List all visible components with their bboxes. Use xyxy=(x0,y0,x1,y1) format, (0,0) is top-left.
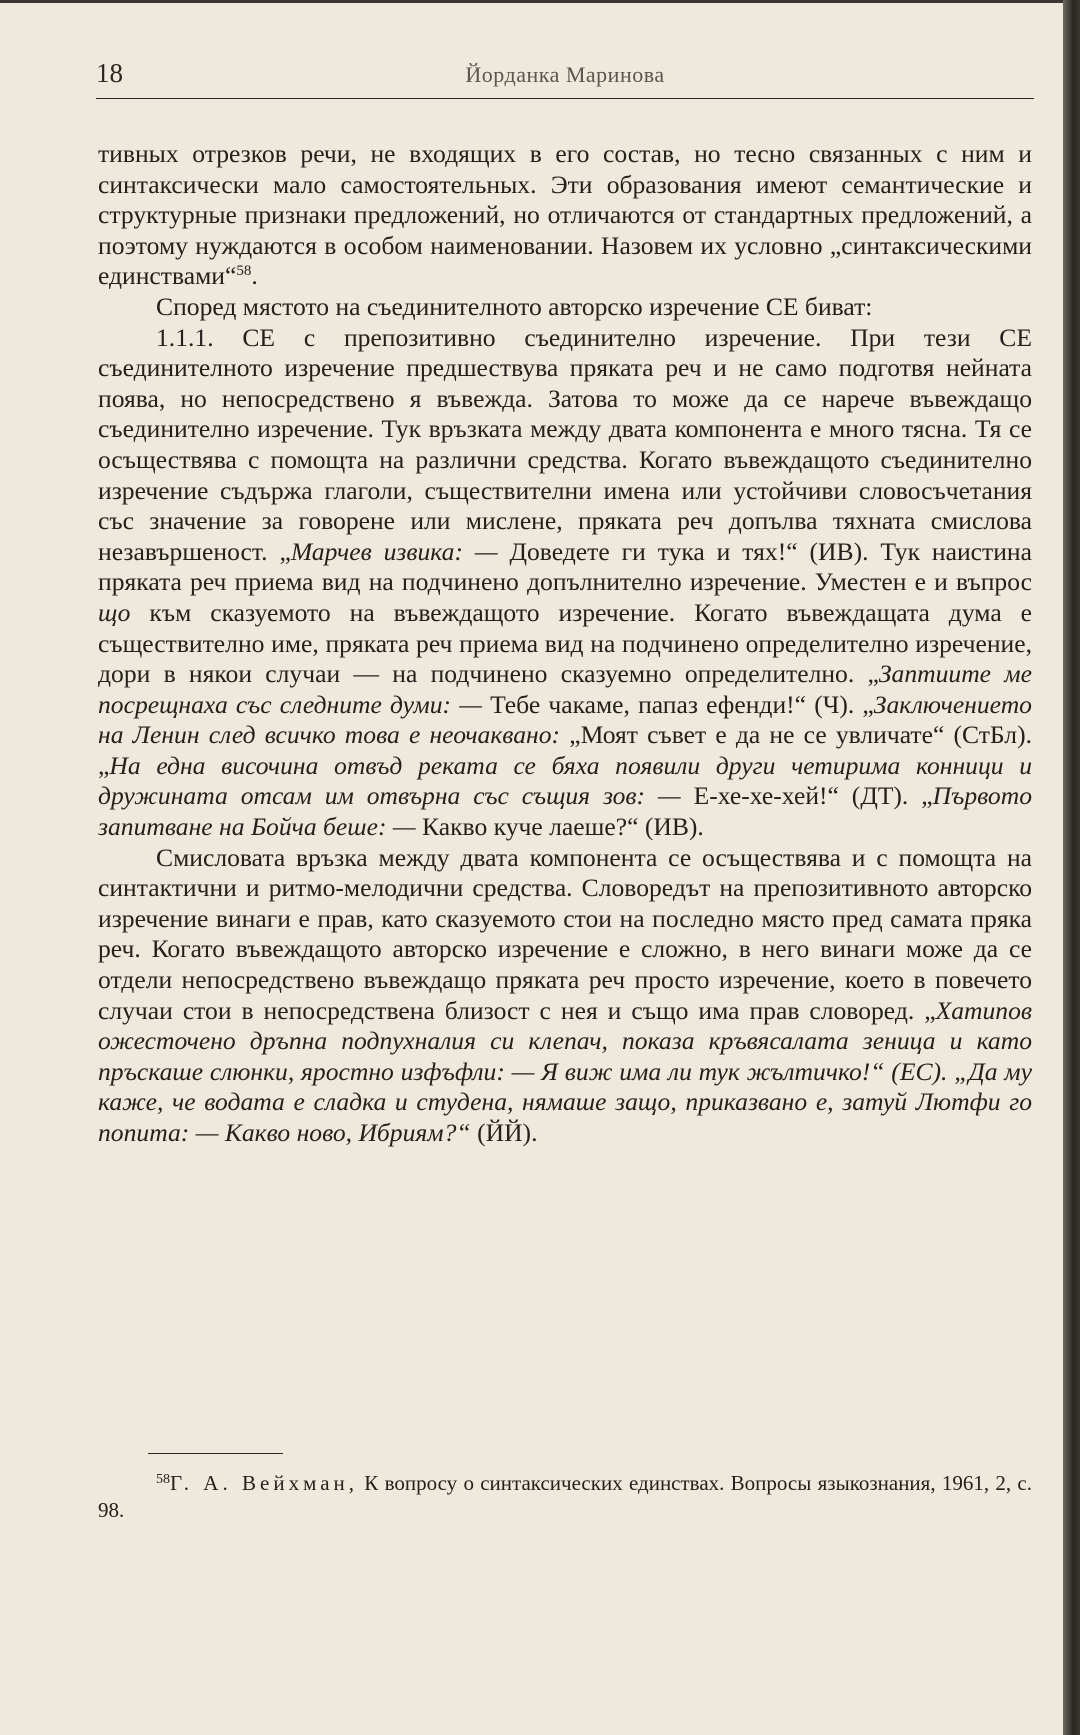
paragraph-text: Смисловата връзка между двата компонента се осъществява и с помощта на синтактични и ритмо-мелодични средства. Словоредът на препозитивното авторско изречение винаги е прав, като сказуемото стои на последно място пред самата пряка реч. Когато въвеждащото авторско изречение е сложно, в него винаги може да се отдели непосредствено въвеждащо пряката реч просто изречение, което в повечето случаи стои в непосредствена близост с нея и също има прав словоред. „ xyxy=(98,842,1032,1025)
footnote-ref: 58 xyxy=(236,263,252,280)
paragraph-text: Какво куче лаеше?“ (ИВ). xyxy=(415,812,704,842)
paragraph: Според мястото на съединителното авторско изречение СЕ биват: xyxy=(156,291,873,321)
paragraph-text: . xyxy=(251,261,258,291)
page-number: 18 xyxy=(96,58,123,88)
paragraph xyxy=(98,843,1032,1149)
paragraph-text: към сказуемото на въвеждащото изречение. Когато въвеждащата дума е съществително име, пряката реч приема вид на подчинено определително изречение, дори в някои случаи — на подчинено сказуемно определително. „ xyxy=(98,597,1032,689)
italic-example: Първото запитване на Бойча беше: — xyxy=(98,781,1032,842)
paragraph-text: „Моят съвет е да не се увличате“ (СтБл). „ xyxy=(98,720,1032,780)
page-header xyxy=(96,58,1034,99)
paragraph-text: Е-хе-хе-хей!“ (ДТ). „ xyxy=(680,781,933,811)
paragraph-text: 1.1.1. СЕ с препозитивно съединително изречение. При тези СЕ съединителното изречение предшествува пряката реч и не само подготвя нейната поява, но непосредствено я въвежда. Затова то може да се нарече въвеждащо съединително изречение. Тук връзката между двата компонента е много тясна. Тя се осъществява с помощта на различни средства. Когато въвеждащото съединително изречение съдържа глаголи, съществителни имена или устойчиви словосъчетания със значение за говорене или мислене, пряката реч допълва тяхната смислова незавършеност. „ xyxy=(98,322,1032,566)
running-head: Йорданка Маринова xyxy=(465,62,665,87)
footnote-text: К вопросу о синтаксических единствах. Вопросы языкознания, 1961, 2, с. 98. xyxy=(98,1471,1032,1522)
italic-example: На една височина отвъд реката се бяха появили други четирима конници и дружината отсам им отвърна със същия зов: — xyxy=(98,750,1032,811)
italic-example: Заключението на Ленин след всичко това е неочаквано: xyxy=(98,689,1032,750)
paragraph xyxy=(98,323,1032,843)
footnote-number: 58 xyxy=(156,1472,170,1487)
page-top-edge xyxy=(0,0,1063,3)
italic-example: Хатипов ожесточено дръпна подпухналия си клепач, показа кръвясалата зеница и като пръскаше слюнки, яростно изфъфли: — Я виж има ли тук жълтичко!“ (ЕС). „Да му каже, че водата е сладка и студена, нямаше защо, приказвано е, затуй Лютфи го попита: — Какво ново, Ибриям?“ xyxy=(98,995,1032,1147)
paragraph-text: тивных отрезков речи, не входящих в его состав, но тесно связанных с ним и синтаксически мало самостоятельных. Эти образования имеют семантические и структурные признаки предложений, но отличаются от стандартных предложений, а поэтому нуждаются в особом наименовании. Назовем их условно „синтаксическими единствами“ xyxy=(98,139,1032,291)
paragraph-text: Тебе чакаме, папаз ефенди!“ (Ч). „ xyxy=(481,689,874,719)
body-text xyxy=(98,139,1032,1149)
paragraph-text: (ЙЙ). xyxy=(470,1118,538,1147)
italic-example: що xyxy=(98,597,131,627)
paragraph-text: Доведете ги тука и тях!“ (ИВ). Тук наистина пряката реч приема вид на подчинено допълнително изречение. Уместен е и въпрос xyxy=(98,536,1032,597)
italic-example: Заптиите ме посрещнаха със следните думи: — xyxy=(98,659,1033,719)
book-spine-edge xyxy=(1063,0,1080,1735)
footnote xyxy=(98,1470,1032,1524)
italic-example: Марчев извика: — xyxy=(290,536,498,566)
footnote-author: Г. А. Вейхман, xyxy=(170,1471,359,1495)
paragraph xyxy=(98,139,1032,292)
footnote-separator xyxy=(148,1453,283,1454)
